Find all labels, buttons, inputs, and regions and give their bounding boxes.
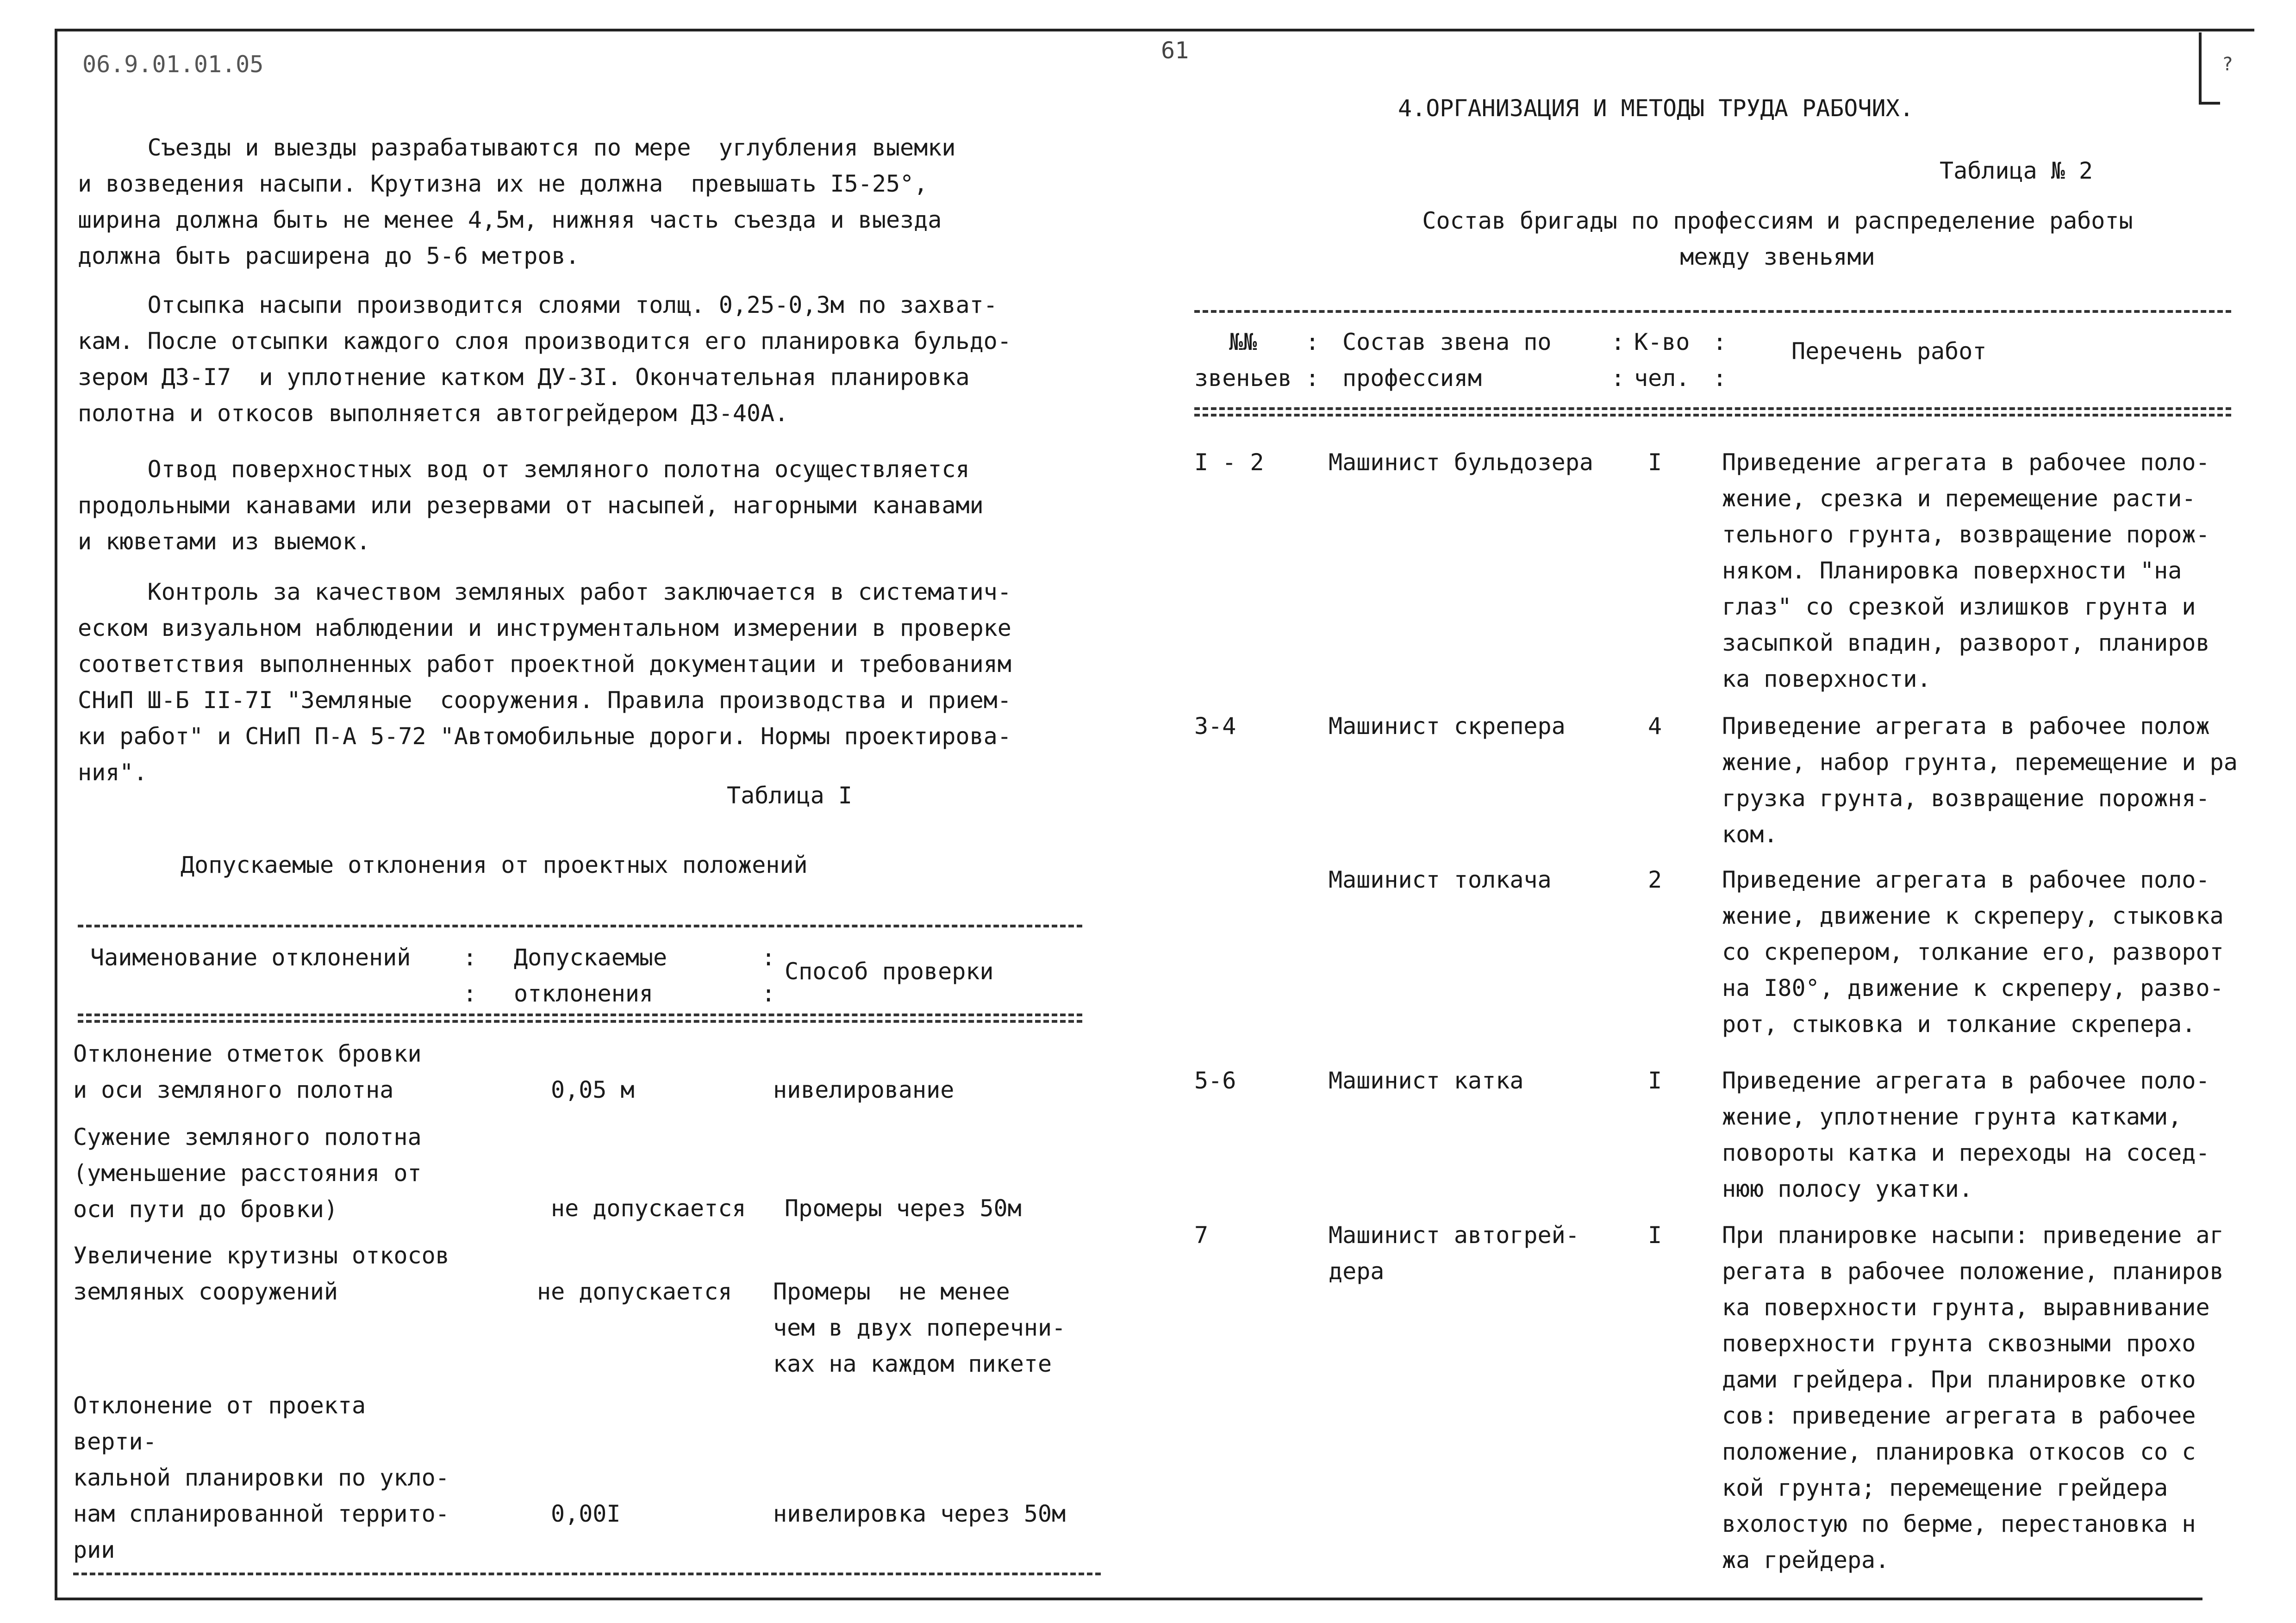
table2-top-rule [1194, 310, 2231, 313]
table2-row-5-profession: Машинист автогрей- дера [1329, 1222, 1579, 1285]
corner-mark: ? [2222, 54, 2234, 75]
table1-header-sep2: : : [761, 944, 776, 1007]
table2-header-sep2: : : [1611, 329, 1625, 392]
table2-row-1-count: I [1648, 449, 1662, 476]
frame-bottom-line [55, 1598, 2202, 1600]
table1-row-2-name: Сужение земляного полотна (уменьшение расстояния от оси пути до бровки) [73, 1124, 422, 1223]
table1-top-rule [78, 925, 1082, 927]
table1-row-2-method: Промеры через 50м [785, 1195, 1022, 1222]
doc-code: 06.9.01.01.05 [82, 51, 264, 78]
table2-row-3-works: Приведение агрегата в рабочее поло- жение, движение к скреперу, стыковка со скрепером, толкание его, разворот на I80°, движение к скреперу, разво- рот, стыковка и толкание скрепера. [1722, 866, 2224, 1038]
table2-header-works: Перечень работ [1791, 338, 1987, 365]
table1-row-1-method: нивелирование [773, 1076, 955, 1103]
table2-row-1-unit: I - 2 [1194, 449, 1264, 476]
table2-row-4-count: I [1648, 1067, 1662, 1094]
table1-label: Таблица I [727, 782, 852, 809]
corner-bracket [2199, 32, 2220, 105]
table2-row-5-count: I [1648, 1222, 1662, 1249]
table1-row-4-name: Отклонение от проекта верти- кальной планировки по укло- нам спланированной террито- рии [73, 1392, 449, 1563]
table1-header-name: Чаименование отклонений [90, 944, 411, 971]
table2-label: Таблица № 2 [1940, 157, 2093, 184]
table2-row-4-works: Приведение агрегата в рабочее поло- жение, уплотнение грунта катками, повороты катка и переходы на сосед- нюю полосу укатки. [1722, 1067, 2210, 1202]
table1-row-2-tolerance: не допускается [551, 1195, 746, 1222]
paragraph-drainage: Отвод поверхностных вод от земляного полотна осуществляется продольными канавами или резервами от насыпей, нагорными канавами и кюветами из выемок. [78, 456, 984, 555]
table1-row-4-method: нивелировка через 50м [773, 1500, 1066, 1527]
table1-row-1-tolerance: 0,05 м [551, 1076, 635, 1103]
table2-header-unit: №№ звеньев [1194, 329, 1292, 392]
table2-row-5-unit: 7 [1194, 1222, 1209, 1249]
table1-header-sep: : : [463, 944, 477, 1007]
table2-header-profession: Состав звена по профессиям [1342, 329, 1552, 392]
table2-title: Состав бригады по профессиям и распределение работы между звеньями [1422, 207, 2133, 270]
table1-row-1-name: Отклонение отметок бровки и оси земляного полотна [73, 1040, 422, 1103]
section-title: 4.ОРГАНИЗАЦИЯ И МЕТОДЫ ТРУДА РАБОЧИХ. [1398, 95, 1914, 122]
table1-row-3-method: Промеры не менее чем в двух поперечни- ках на каждом пикете [773, 1278, 1066, 1377]
table2-row-1-profession: Машинист бульдозера [1329, 449, 1593, 476]
table1-row-3-tolerance: не допускается [537, 1278, 732, 1305]
table1-row-3-name: Увеличение крутизны откосов земляных сооружений [73, 1242, 449, 1305]
table2-row-2-count: 4 [1648, 713, 1662, 740]
paragraph-embankment: Отсыпка насыпи производится слоями толщ. 0,25-0,3м по захват- кам. После отсыпки каждого слоя производится его планировка бульдо- зером ДЗ-I7 и уплотнение катком ДУ-3I. Окончательная планировка полотна и откосов выполняется автогрейдером ДЗ-40А. [78, 292, 1011, 427]
table2-header-count: К-во чел. [1634, 329, 1690, 392]
table2-row-2-profession: Машинист скрепера [1329, 713, 1566, 740]
table2-row-2-unit: 3-4 [1194, 713, 1236, 740]
table2-row-4-profession: Машинист катка [1329, 1067, 1524, 1094]
table2-row-3-profession: Машинист толкача [1329, 866, 1552, 893]
table2-row-5-works: При планировке насыпи: приведение аг регата в рабочее положение, планиров ка поверхности грунта, выравнивание поверхности грунта сквозными прохо дами грейдера. При планировке отко сов: приведение агрегата в рабочее положение, планировка откосов со с кой грунта; перемещение грейдера вхолостую по берме, перестановка н жа грейдера. [1722, 1222, 2224, 1573]
table1-header-tolerance: Допускаемые отклонения [514, 944, 668, 1007]
table1-title: Допускаемые отклонения от проектных положений [181, 852, 808, 878]
table1-bottom-rule [73, 1573, 1101, 1575]
table2-header-sep1: : : [1305, 329, 1320, 392]
frame-top-line [55, 29, 2254, 31]
table1-header-rule [78, 1014, 1082, 1023]
paragraph-slopes: Съезды и выезды разрабатываются по мере углубления выемки и возведения насыпи. Крутизна их не должна превышать I5-25°, ширина должна быть не менее 4,5м, нижняя часть съезда и выезда должна быть расширена до 5-6 метров. [78, 134, 956, 269]
table1-header-method: Способ проверки [785, 958, 994, 985]
paragraph-quality-control: Контроль за качеством земляных работ заключается в систематич- еском визуальном наблюдении и инструментальном измерении в проверке соответствия выполненных работ проектной документации и требованиям СНиП Ш-Б II-7I "Земляные сооружения. Правила производства и прием- ки работ" и СНиП П-А 5-72 "Автомобильные дороги. Нормы проектирова- ния". [78, 578, 1011, 786]
page-number: 61 [1161, 37, 1189, 64]
table2-header-sep3: : : [1713, 329, 1727, 392]
table2-row-1-works: Приведение агрегата в рабочее поло- жение, срезка и перемещение расти- тельного грунта, возвращение порож- няком. Планировка поверхности "на глаз" со срезкой излишков грунта и засыпкой впадин, разворот, планиров ка поверхности. [1722, 449, 2210, 692]
table2-header-rule [1194, 407, 2231, 417]
table2-row-3-count: 2 [1648, 866, 1662, 893]
table2-row-4-unit: 5-6 [1194, 1067, 1236, 1094]
table1-row-4-tolerance: 0,00I [551, 1500, 621, 1527]
frame-left-line [55, 29, 57, 1598]
table2-row-2-works: Приведение агрегата в рабочее полож жение, набор грунта, перемещение и ра грузка грунта, возвращение порожня- ком. [1722, 713, 2238, 848]
